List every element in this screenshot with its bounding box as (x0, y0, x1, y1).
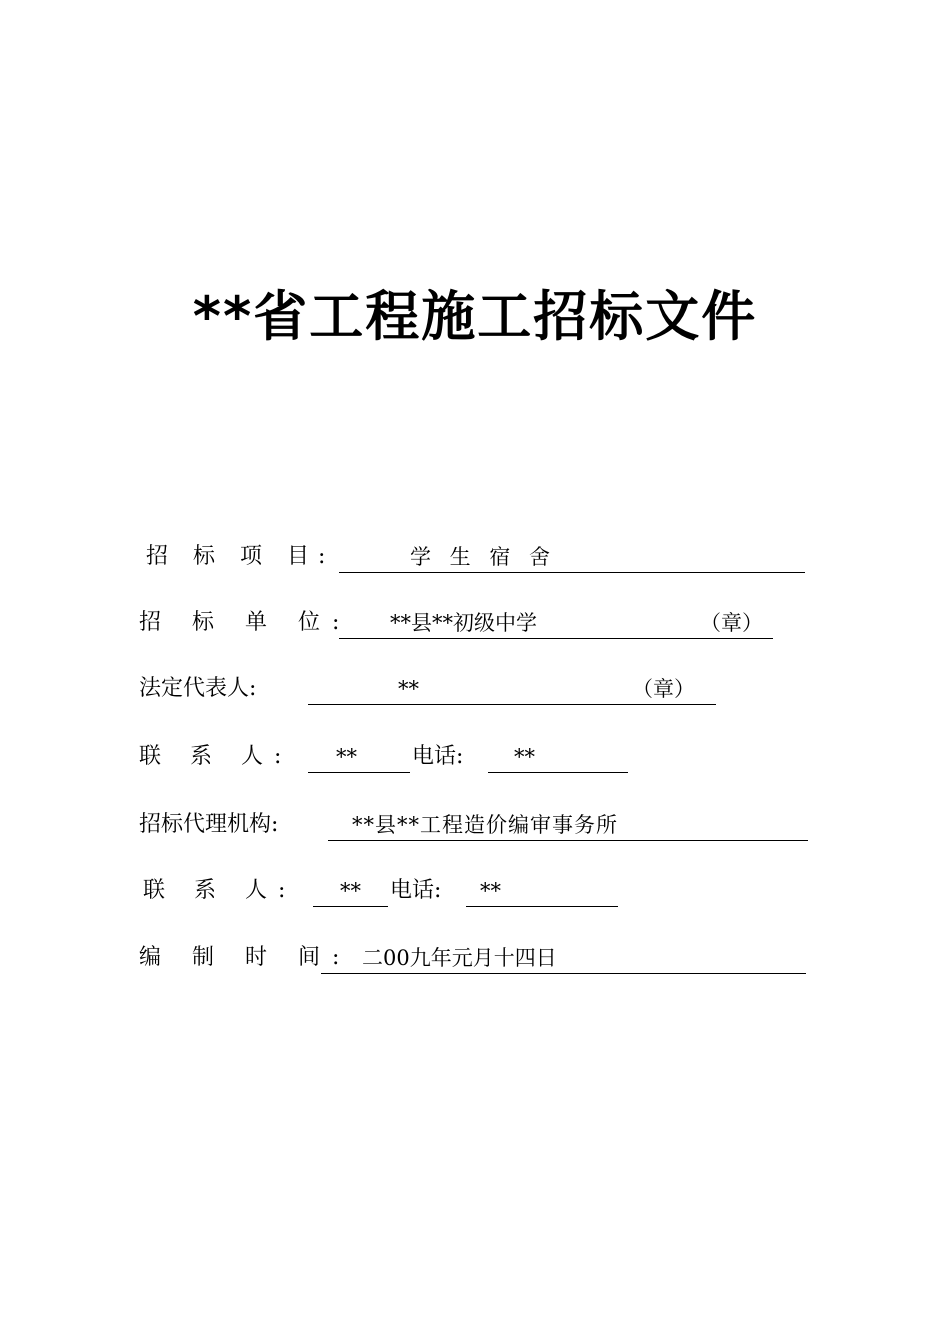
project-label: 招 标 项 目: (146, 544, 335, 569)
date-label: 编 制 时 间: (139, 945, 352, 970)
field-unit (0, 608, 950, 638)
contact-2-phone-value: ** (480, 879, 501, 903)
unit-seal: （章） (700, 611, 763, 635)
legal-rep-value: ** (398, 677, 419, 701)
legal-rep-label: 法定代表人: (139, 676, 257, 701)
field-legal-rep (0, 674, 950, 704)
contact-1-underline (308, 742, 410, 773)
field-contact-2 (0, 876, 950, 906)
agency-value: **县**工程造价编审事务所 (352, 813, 618, 837)
field-date (0, 943, 950, 973)
project-value: 学 生 宿 舍 (410, 545, 557, 569)
date-value: 二00九年元月十四日 (362, 946, 557, 970)
contact-1-phone-underline (488, 742, 628, 773)
unit-value: **县**初级中学 (390, 611, 537, 635)
contact-1-phone-value: ** (514, 745, 535, 769)
contact-2-label: 联 系 人: (143, 878, 297, 903)
contact-1-value: ** (336, 745, 357, 769)
contact-2-phone-label: 电话: (390, 878, 442, 903)
unit-label: 招 标 单 位: (139, 610, 352, 635)
agency-label: 招标代理机构: (139, 812, 279, 837)
project-underline (339, 542, 805, 573)
field-contact-1 (0, 742, 950, 772)
field-project (0, 542, 950, 572)
contact-1-label: 联 系 人: (139, 744, 293, 769)
contact-2-value: ** (340, 879, 361, 903)
field-agency (0, 810, 950, 840)
legal-rep-seal: （章） (632, 677, 695, 701)
document-title: **省工程施工招标文件 (192, 285, 758, 348)
contact-1-phone-label: 电话: (412, 744, 464, 769)
